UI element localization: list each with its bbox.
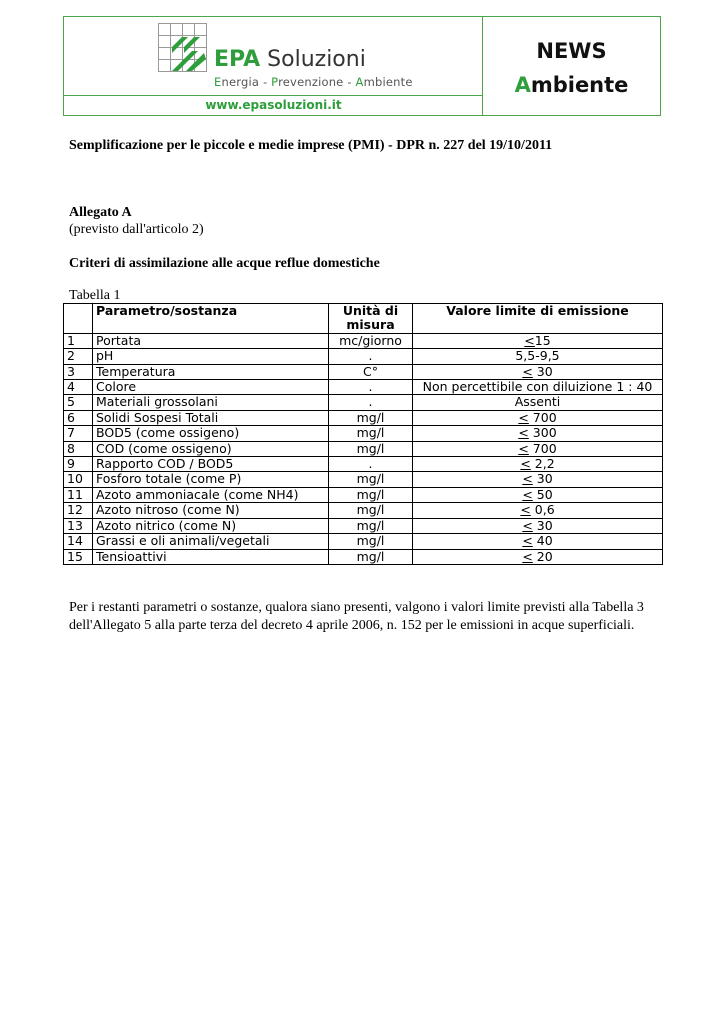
row-limit-value xyxy=(413,426,663,441)
header-value: Valore limite di emissione xyxy=(413,304,663,334)
tagline-e-rest: nergia - xyxy=(221,75,272,89)
limit-number: 50 xyxy=(532,486,553,502)
row-parameter: Colore xyxy=(93,380,329,395)
table-row xyxy=(64,503,663,518)
header-num xyxy=(64,304,93,334)
header-logo-area xyxy=(64,17,483,115)
limit-operator: < xyxy=(520,456,531,472)
table-row xyxy=(64,441,663,456)
row-number: 14 xyxy=(64,534,93,549)
limit-number: 700 xyxy=(528,440,557,456)
allegato-heading: Allegato A xyxy=(69,205,132,220)
row-limit-value xyxy=(413,364,663,379)
table-row xyxy=(64,380,663,395)
row-unit: mg/l xyxy=(329,534,413,549)
website-link[interactable]: www.epasoluzioni.it xyxy=(205,98,342,112)
row-limit-value xyxy=(413,518,663,533)
limit-operator: < xyxy=(518,425,529,441)
criteri-heading: Criteri di assimilazione alle acque reflue domestiche xyxy=(69,256,380,271)
row-number: 13 xyxy=(64,518,93,533)
row-parameter: Azoto nitroso (come N) xyxy=(93,503,329,518)
row-limit-value xyxy=(413,395,663,410)
row-limit-value xyxy=(413,487,663,502)
limit-operator: < xyxy=(522,471,533,487)
limit-operator: < xyxy=(522,486,533,502)
limit-number: 0,6 xyxy=(530,502,555,518)
row-number: 6 xyxy=(64,410,93,425)
tagline-e: E xyxy=(214,75,222,89)
ambiente-a: A xyxy=(514,73,531,97)
row-limit-value xyxy=(413,441,663,456)
row-unit: . xyxy=(329,380,413,395)
row-parameter: Materiali grossolani xyxy=(93,395,329,410)
row-parameter: Tensioattivi xyxy=(93,549,329,564)
row-limit-value xyxy=(413,380,663,395)
table-body xyxy=(64,333,663,564)
row-limit-value xyxy=(413,549,663,564)
table-row xyxy=(64,333,663,348)
limit-operator: < xyxy=(518,409,529,425)
header-param: Parametro/sostanza xyxy=(93,304,329,334)
row-unit: mg/l xyxy=(329,472,413,487)
row-number: 10 xyxy=(64,472,93,487)
limit-number: 30 xyxy=(532,517,553,533)
table-row xyxy=(64,349,663,364)
limit-operator: < xyxy=(522,363,533,379)
limit-number: Non percettibile con diluizione 1 : 40 xyxy=(422,379,653,395)
row-unit: C° xyxy=(329,364,413,379)
row-parameter: Fosforo totale (come P) xyxy=(93,472,329,487)
tagline-p: P xyxy=(271,75,279,89)
table-row xyxy=(64,487,663,502)
row-unit: . xyxy=(329,457,413,472)
row-limit-value xyxy=(413,457,663,472)
ambiente-rest: mbiente xyxy=(530,73,629,97)
row-number: 5 xyxy=(64,395,93,410)
table-header-row xyxy=(64,304,663,334)
row-number: 15 xyxy=(64,549,93,564)
news-area xyxy=(483,17,660,115)
limit-number: 2,2 xyxy=(530,456,555,472)
row-limit-value xyxy=(413,349,663,364)
row-parameter: Solidi Sospesi Totali xyxy=(93,410,329,425)
row-number: 8 xyxy=(64,441,93,456)
row-number: 1 xyxy=(64,333,93,348)
limit-number: 40 xyxy=(532,533,553,549)
limits-table xyxy=(63,303,663,565)
limit-operator: < xyxy=(522,517,533,533)
limit-number: 30 xyxy=(532,363,553,379)
limit-number: 30 xyxy=(532,471,553,487)
table-row xyxy=(64,549,663,564)
limit-number: 20 xyxy=(532,548,553,564)
row-limit-value xyxy=(413,534,663,549)
row-unit: . xyxy=(329,349,413,364)
brand-tagline xyxy=(214,75,413,89)
brand-name xyxy=(214,47,366,72)
row-unit: mg/l xyxy=(329,441,413,456)
brand-epa: EPA xyxy=(214,47,261,72)
row-parameter: Azoto nitrico (come N) xyxy=(93,518,329,533)
row-parameter: pH xyxy=(93,349,329,364)
allegato-subheading: (previsto dall'articolo 2) xyxy=(69,222,204,237)
row-limit-value xyxy=(413,410,663,425)
limit-operator: < xyxy=(522,548,533,564)
row-unit: mg/l xyxy=(329,549,413,564)
limit-number: Assenti xyxy=(514,394,561,410)
row-unit: mg/l xyxy=(329,410,413,425)
table-row xyxy=(64,518,663,533)
row-number: 4 xyxy=(64,380,93,395)
row-parameter: Grassi e oli animali/vegetali xyxy=(93,534,329,549)
row-parameter: Temperatura xyxy=(93,364,329,379)
limit-operator: < xyxy=(522,533,533,549)
row-parameter: Portata xyxy=(93,333,329,348)
tagline-a: A xyxy=(355,75,364,89)
table-row xyxy=(64,472,663,487)
table-row xyxy=(64,534,663,549)
row-limit-value xyxy=(413,333,663,348)
tabella-label: Tabella 1 xyxy=(69,288,121,303)
row-unit: mg/l xyxy=(329,487,413,502)
limit-number: 15 xyxy=(534,332,551,348)
url-row xyxy=(64,95,483,115)
row-unit: mc/giorno xyxy=(329,333,413,348)
limit-number: 700 xyxy=(528,409,557,425)
header-box xyxy=(63,16,661,116)
table-row xyxy=(64,395,663,410)
brand-soluzioni: Soluzioni xyxy=(260,47,366,72)
row-parameter: COD (come ossigeno) xyxy=(93,441,329,456)
row-number: 2 xyxy=(64,349,93,364)
row-limit-value xyxy=(413,503,663,518)
row-parameter: BOD5 (come ossigeno) xyxy=(93,426,329,441)
limit-operator: < xyxy=(524,332,535,348)
header-unit: Unità di misura xyxy=(329,304,413,334)
row-parameter: Rapporto COD / BOD5 xyxy=(93,457,329,472)
limit-operator: < xyxy=(518,440,529,456)
table-row xyxy=(64,457,663,472)
epa-logo-icon xyxy=(158,23,208,73)
row-number: 12 xyxy=(64,503,93,518)
table-row xyxy=(64,364,663,379)
row-unit: mg/l xyxy=(329,426,413,441)
limit-number: 5,5-9,5 xyxy=(515,348,560,364)
row-number: 11 xyxy=(64,487,93,502)
row-unit: mg/l xyxy=(329,518,413,533)
row-number: 7 xyxy=(64,426,93,441)
table-row xyxy=(64,410,663,425)
ambiente-title xyxy=(483,73,660,97)
row-limit-value xyxy=(413,472,663,487)
row-parameter: Azoto ammoniacale (come NH4) xyxy=(93,487,329,502)
table-row xyxy=(64,426,663,441)
row-number: 9 xyxy=(64,457,93,472)
tagline-a-rest: mbiente xyxy=(363,75,413,89)
row-unit: . xyxy=(329,395,413,410)
row-number: 3 xyxy=(64,364,93,379)
limit-number: 300 xyxy=(528,425,557,441)
news-title: NEWS xyxy=(536,39,607,63)
document-title: Semplificazione per le piccole e medie imprese (PMI) - DPR n. 227 del 19/10/2011 xyxy=(69,138,553,153)
limit-operator: < xyxy=(520,502,531,518)
final-paragraph: Per i restanti parametri o sostanze, qualora siano presenti, valgono i valori limite previsti alla Tabella 3 dell'Allegato 5 alla parte terza del decreto 4 aprile 2006, n. 152 per le emissioni in acque superficiali. xyxy=(69,600,644,633)
row-unit: mg/l xyxy=(329,503,413,518)
tagline-p-rest: revenzione - xyxy=(278,75,356,89)
